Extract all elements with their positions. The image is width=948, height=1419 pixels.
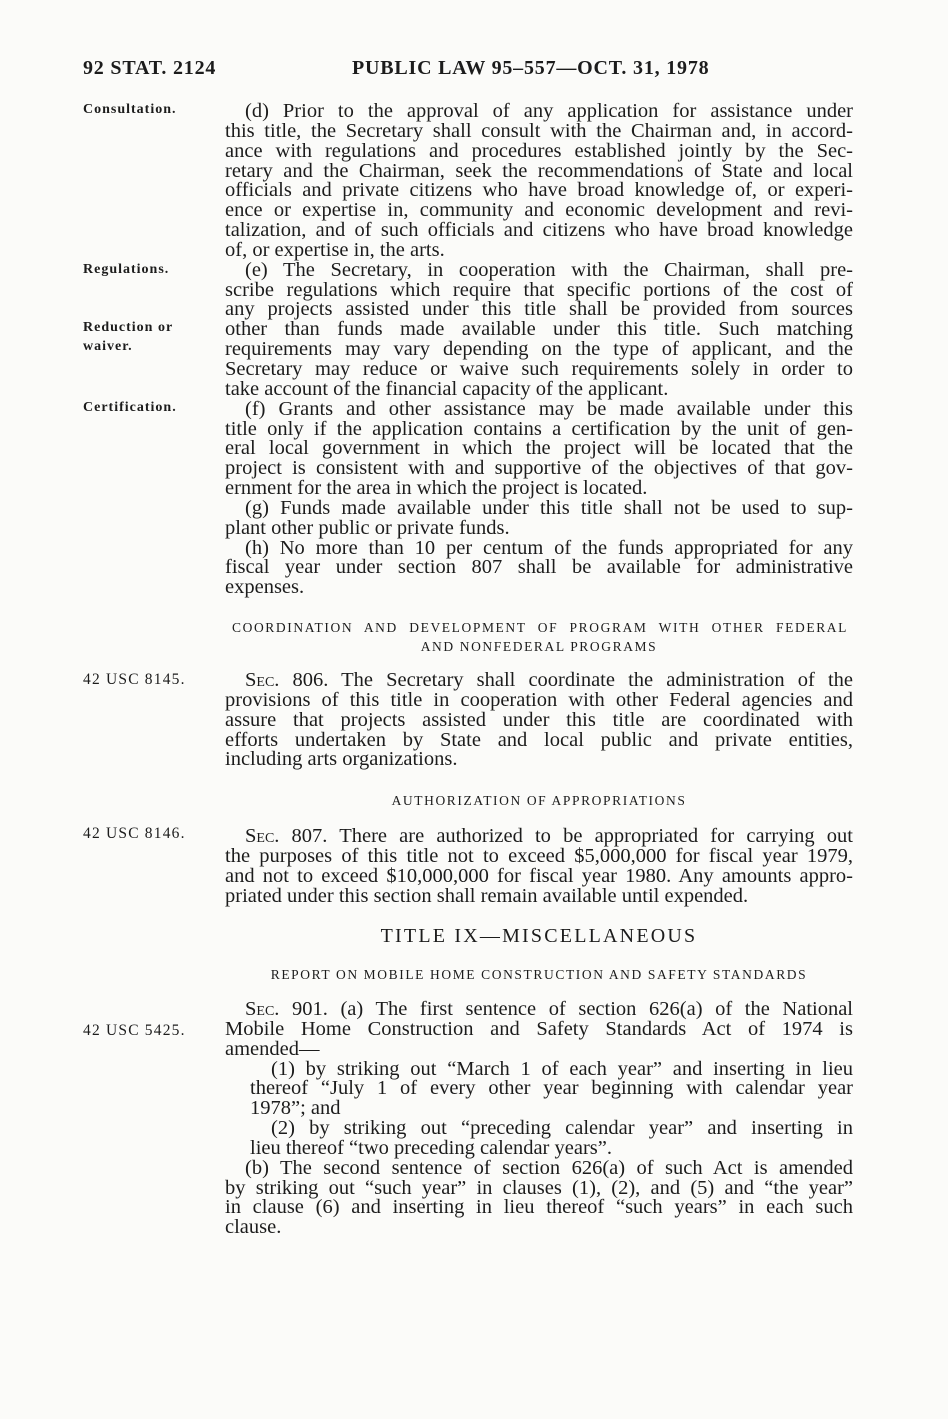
section-heading-806 [225,618,853,656]
margin-note-certification: Certification. [83,400,177,415]
text-line: title only if the application contains a certification by the unit of gen- [225,417,853,440]
text-line: (h) No more than 10 per centum of the funds appropriated for any [245,536,853,559]
margin-note-usc-8146: 42 USC 8146. [83,825,186,842]
text-line: (f) Grants and other assistance may be made available under this [245,397,853,420]
text-line: (e) The Secretary, in cooperation with the Chairman, shall pre- [245,258,853,281]
section-807 [225,827,853,906]
section-901 [225,1000,853,1238]
section-number: Sec. 807. [245,825,328,847]
section-heading-901: REPORT ON MOBILE HOME CONSTRUCTION AND SAFETY STANDARDS [270,967,808,982]
text-line: thereof “July 1 of every other year beginning with calendar year [250,1077,853,1100]
text-line: ance with regulations and procedures established jointly by the Sec- [225,139,853,162]
text-line [225,827,853,847]
heading-line: AND NONFEDERAL PROGRAMS [420,639,658,654]
text-line: project is consistent with and supportive of the objectives of that gov- [225,457,853,480]
text-line: talization, and of such officials and citizens who have broad knowledge [225,219,853,242]
text-line: expenses. [225,576,305,599]
running-head: PUBLIC LAW 95–557—OCT. 31, 1978 [352,57,710,79]
text-line: officials and private citizens who have broad knowledge of, or experi- [225,179,853,202]
subsection-e [225,258,853,400]
subsection-g [225,496,853,539]
text-line: by striking out “such year” in clauses (1), (2), and (5) and “the year” [225,1176,853,1199]
text-line: (g) Funds made available under this title shall not be used to sup- [245,496,853,519]
page-folio: 92 STAT. 2124 [83,57,217,79]
text-line: including arts organizations. [225,748,458,771]
text-line: ernment for the area in which the project is located. [225,477,648,500]
subsection-d [225,102,853,261]
text-line: ence or expertise in, community and economic development and revi- [225,199,853,222]
heading-line: COORDINATION AND DEVELOPMENT OF PROGRAM WITH OTHER FEDERAL [232,620,848,635]
margin-note-usc-5425: 42 USC 5425. [83,1022,186,1039]
text-line: lieu thereof “two preceding calendar years”. [250,1136,612,1159]
margin-note-reduction-or-waiver [83,318,173,356]
text-line: and not to exceed $10,000,000 for fiscal year 1980. Any amounts appro- [225,864,853,887]
section-number: Sec. 901. [245,998,328,1020]
text-line: (b) The second sentence of section 626(a) of such Act is amended [245,1156,853,1179]
margin-note-usc-8145: 42 USC 8145. [83,671,186,688]
text-line: fiscal year under section 807 shall be available for administrative [225,556,853,579]
text-line: clause. [225,1216,282,1239]
text-line: the purposes of this title not to exceed $5,000,000 for fiscal year 1979, [225,844,853,867]
text-line: in clause (6) and inserting in lieu thereof “such years” in each such [225,1196,853,1219]
margin-note-line: waiver. [83,339,133,354]
section-number: Sec. 806. [245,669,329,691]
text-line: eral local government in which the project will be located that the [225,437,853,460]
margin-note-consultation: Consultation. [83,102,177,117]
text-segment: There are authorized to be appropriated for carrying out [339,825,853,847]
subsection-a [225,1000,853,1060]
subsection-h [225,536,853,599]
text-line: plant other public or private funds. [225,516,510,539]
text-line: Mobile Home Construction and Safety Standards Act of 1974 is [225,1017,853,1040]
text-line: assure that projects assisted under this title are coordinated with [225,708,853,731]
text-line: (2) by striking out “preceding calendar year” and inserting in [271,1117,853,1140]
text-line: priated under this section shall remain available until expended. [225,884,749,907]
text-line: this title, the Secretary shall consult with the Chairman and, in accord- [225,119,853,142]
text-line: Secretary may reduce or waive such requirements solely in order to [225,357,853,380]
text-line: retary and the Chairman, seek the recommendations of State and local [225,159,853,182]
text-line: requirements may vary depending on the type of applicant, and the [225,338,853,361]
margin-note-line: Reduction or [83,320,174,335]
text-line: provisions of this title in cooperation with other Federal agencies and [225,688,853,711]
subsections-block [225,102,853,598]
text-segment: (a) The first sentence of section 626(a) of the National [340,998,854,1020]
text-line [225,671,853,691]
text-line: of, or expertise in, the arts. [225,238,445,261]
text-segment: The Secretary shall coordinate the administration of the [341,669,853,691]
paragraph-2 [225,1119,853,1159]
text-line [225,1000,853,1020]
title-heading: TITLE IX—MISCELLANEOUS [380,925,698,947]
text-line: amended— [225,1037,320,1060]
subsection-f [225,397,853,500]
text-line: 1978”; and [250,1097,341,1120]
text-line: take account of the financial capacity of the applicant. [225,377,669,400]
text-line: any projects assisted under this title shall be provided from sources [225,298,853,321]
text-line: (1) by striking out “March 1 of each year” and inserting in lieu [271,1057,853,1080]
margin-note-regulations: Regulations. [83,262,170,277]
paragraph-1 [225,1057,853,1120]
text-line: other than funds made available under this title. Such matching [225,318,853,341]
subsection-b [225,1156,853,1239]
text-line: efforts undertaken by State and local public and private entities, [225,728,853,751]
section-806 [225,671,853,770]
text-line: (d) Prior to the approval of any application for assistance under [245,100,853,122]
section-heading-807: AUTHORIZATION OF APPROPRIATIONS [391,793,687,808]
text-line: scribe regulations which require that specific portions of the cost of [225,278,853,301]
